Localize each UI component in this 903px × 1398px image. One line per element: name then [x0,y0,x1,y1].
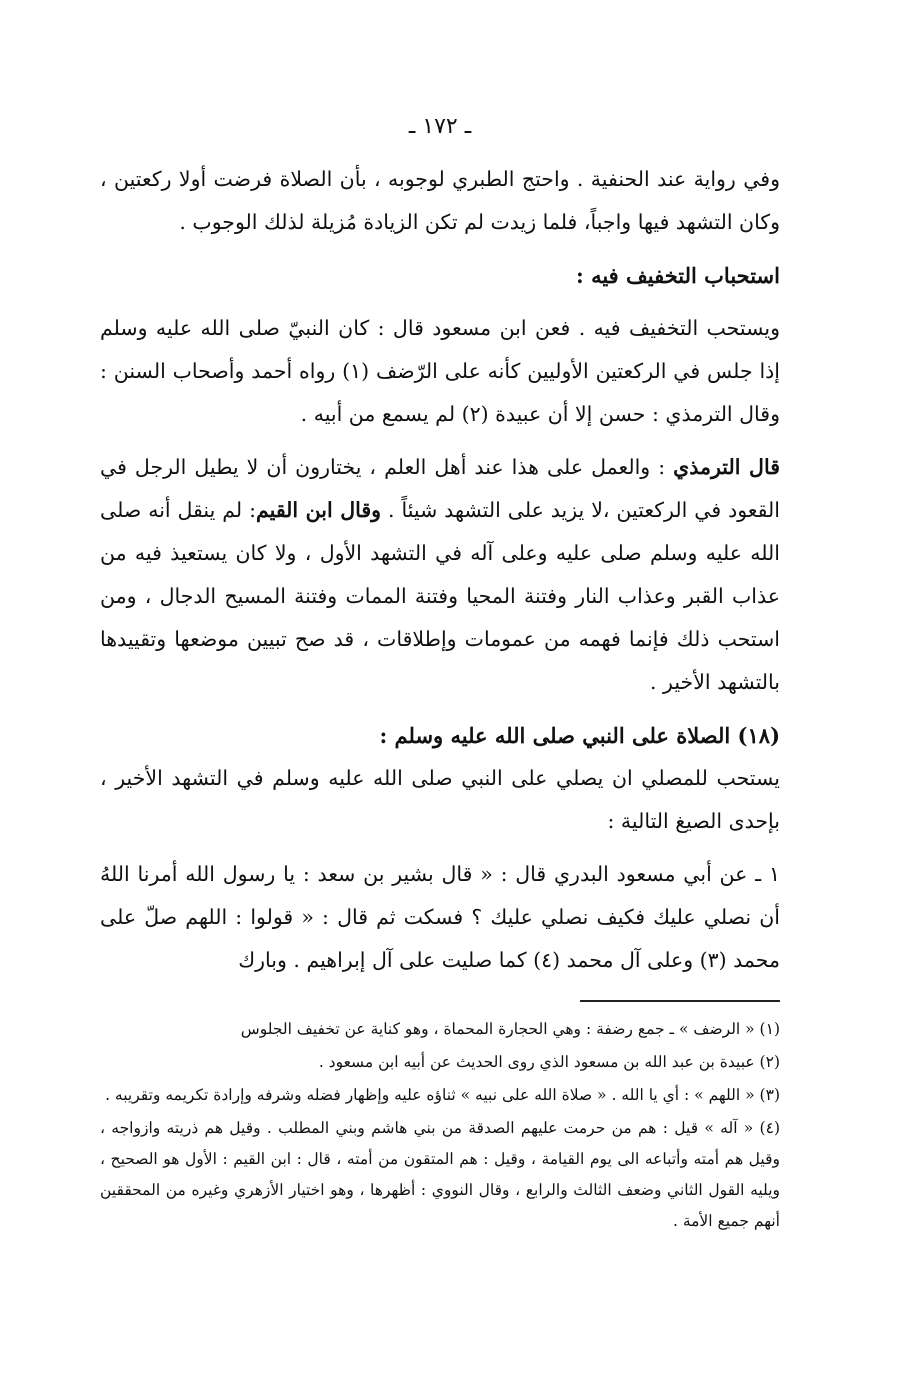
paragraph-tirmidhi-ibn-qayyim [100,446,780,704]
spacer [100,297,780,307]
spacer [100,704,780,714]
paragraph-hadith-abu-masud: ١ ـ عن أبي مسعود البدري قال : « قال بشير بن سعد : يا رسول الله أمرنا اللهُ أن نصلي عليك فكيف نصلي عليك ؟ فسكت ثم قال : « قولوا : اللهم صلّ على محمد (٣) وعلى آل محمد (٤) كما صليت على آل إبراهيم . وبارك [100,862,780,972]
footnote-separator [580,1000,780,1002]
section-heading-salat-on-prophet: (١٨) الصلاة على النبي صلى الله عليه وسلم : [379,723,780,748]
spacer [100,244,780,254]
paragraph-ibn-masud: ويستحب التخفيف فيه . فعن ابن مسعود قال : كان النبيّ صلى الله عليه وسلم إذا جلس في الركعتين الأوليين كأنه على الرّضف (١) رواه أحمد وأصحاب السنن : وقال الترمذي : حسن إلا أن عبيدة (٢) لم يسمع من أبيه . [100,316,780,426]
paragraph-recommendation: يستحب للمصلي ان يصلي على النبي صلى الله عليه وسلم في التشهد الأخير ، بإحدى الصيغ التالية : [100,766,780,833]
book-page [100,112,780,1239]
section-heading-lightening: استحباب التخفيف فيه : [576,263,780,288]
footnote-1: (١) « الرضف » ـ جمع رضفة : وهي الحجارة المحماة ، وهو كناية عن تخفيف الجلوس [240,1020,780,1038]
tirmidhi-text: : والعمل على هذا عند أهل العلم ، يختارون أن لا يطيل الرجل في القعود في الركعتين ،لا يزيد على التشهد شيئاً . [100,455,780,522]
spacer [100,436,780,446]
footnote-3: (٣) « اللهم » : أي يا الله . « صلاة الله على نبيه » ثناؤه عليه وإظهار فضله وشرفه وإرادة تكريمه وتقريبه . [105,1086,780,1104]
footnote-2: (٢) عبيدة بن عبد الله بن مسعود الذي روى الحديث عن أبيه ابن مسعود . [318,1053,780,1071]
page-number: ـ ١٧٢ ـ [408,114,472,139]
intro-paragraph: وفي رواية عند الحنفية . واحتج الطبري لوجوبه ، بأن الصلاة فرضت أولا ركعتين ، وكان التشهد فيها واجباً، فلما زيدت لم تكن الزيادة مُزيلة لذلك الوجوب . [100,167,780,234]
footnotes [100,1014,780,1237]
ibn-qayyim-label: وقال ابن القيم [255,498,382,522]
ibn-qayyim-text: : لم ينقل أنه صلى الله عليه وسلم صلى عليه وعلى آله في التشهد الأول ، ولا كان يستعيذ فيه من عذاب القبر وعذاب النار وفتنة المحيا وفتنة الممات وفتنة المسيح الدجال ، ومن استحب ذلك فإنما فهمه من عمومات وإطلاقات ، قد صح تبيين موضعها وتقييدها بالتشهد الأخير . [100,498,780,694]
tirmidhi-label: قال الترمذي [673,455,780,479]
spacer [100,843,780,853]
footnote-4: (٤) « آله » قيل : هم من حرمت عليهم الصدقة من بني هاشم وبني المطلب . وقيل هم ذريته وازواجه ، وقيل هم أمته وأتباعه الى يوم القيامة ، وقيل : هم المتقون من أمته ، قال : ابن القيم : الأول هو الصحيح ، ويليه القول الثاني وضعف الثالث والرابع ، وقال النووي : أظهرها ، وهو اختيار الأزهري وغيره من المحققين أنهم جميع الأمة . [100,1119,780,1230]
